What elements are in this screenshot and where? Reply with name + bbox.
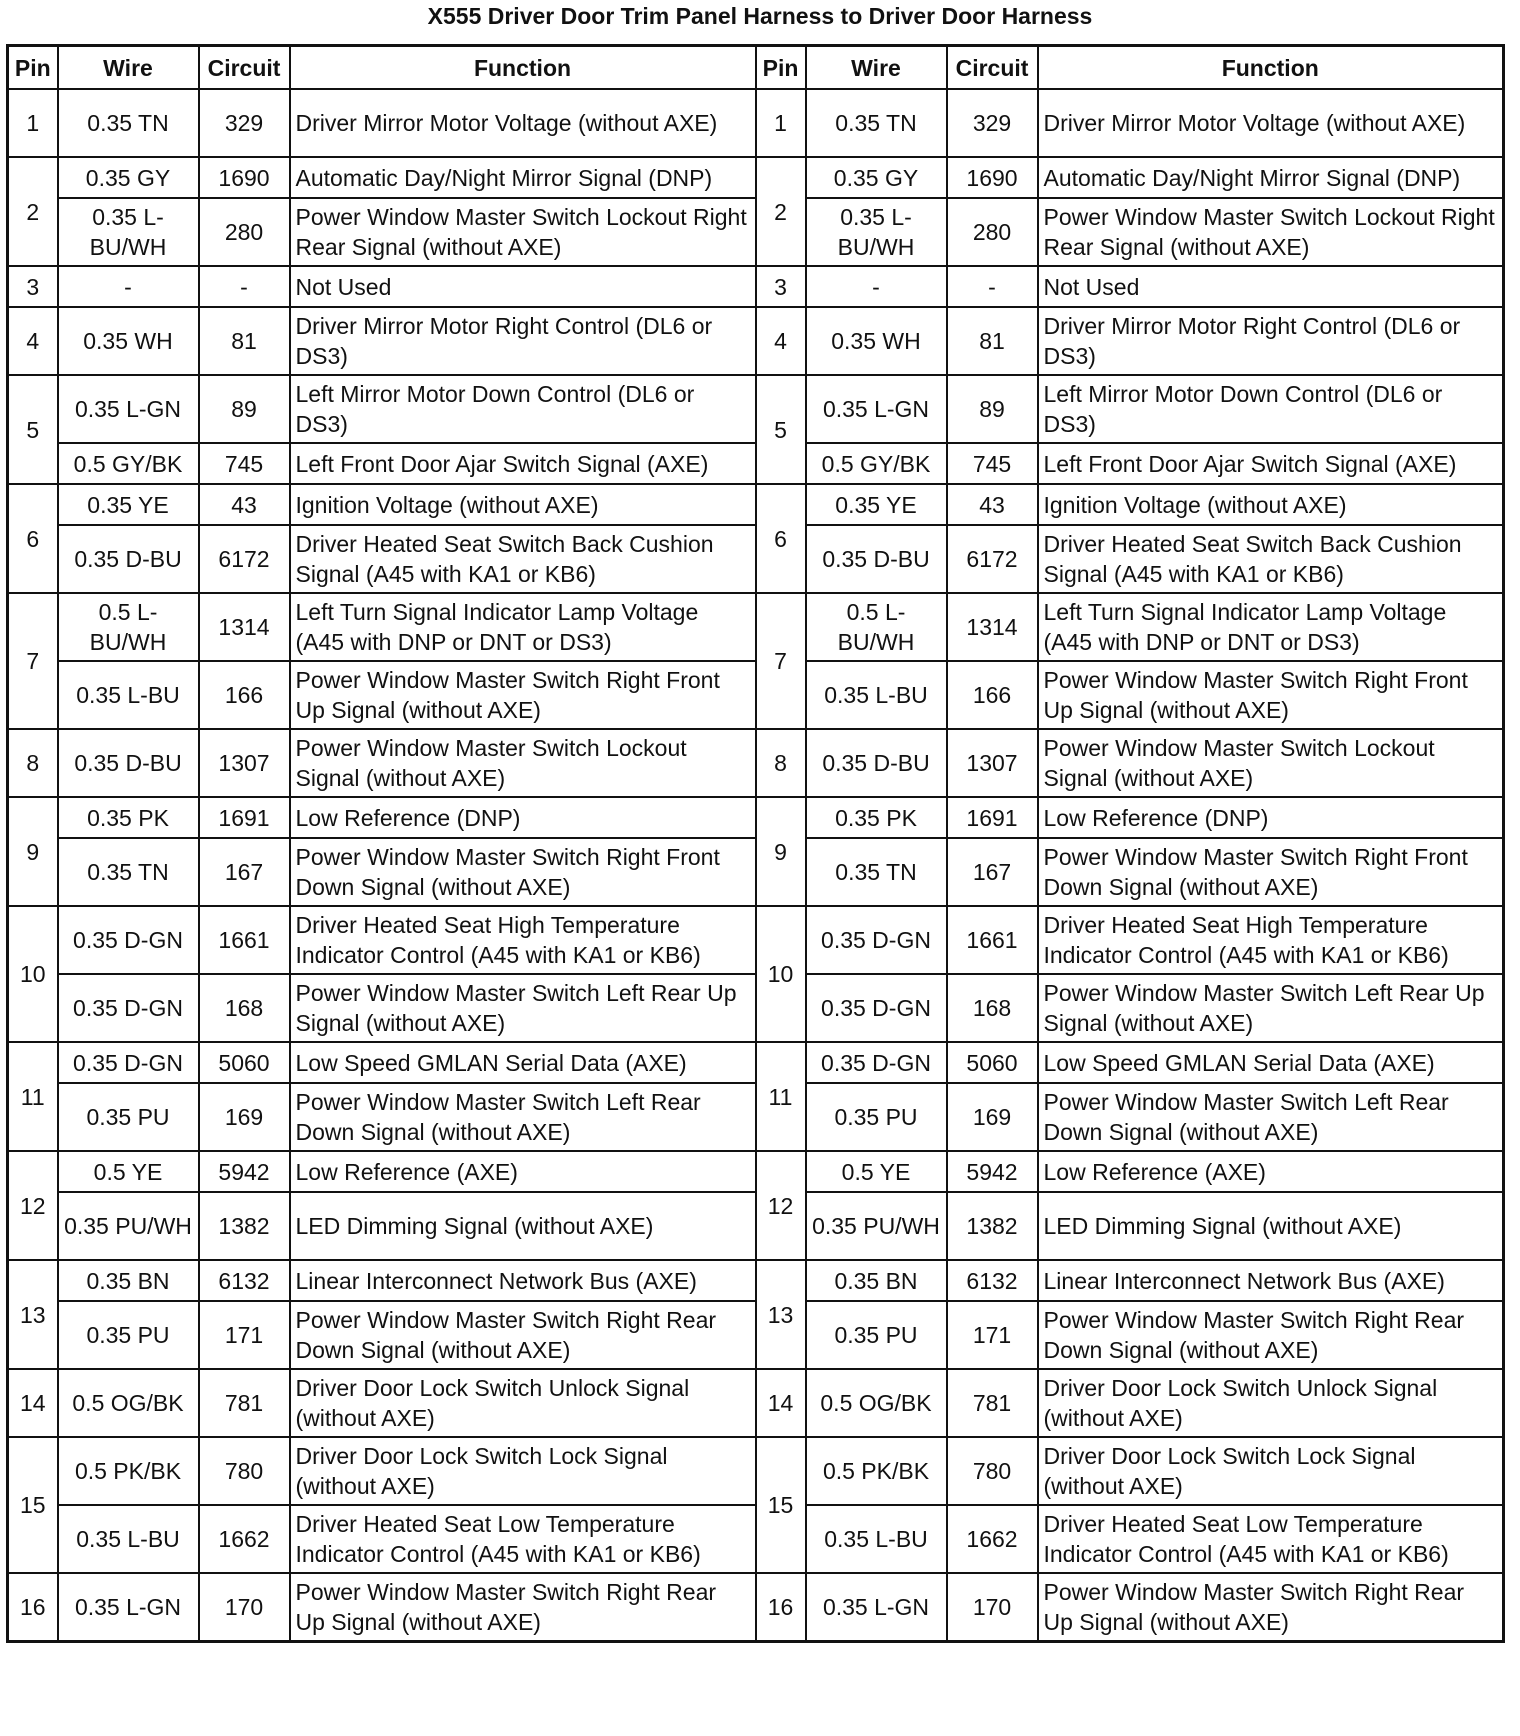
table-row bbox=[8, 375, 1504, 443]
table-title: X555 Driver Door Trim Panel Harness to Driver Door Harness bbox=[427, 3, 1093, 29]
function-cell-left: Left Mirror Motor Down Control (DL6 or DS3) bbox=[290, 375, 756, 443]
function-cell-right: Driver Heated Seat Switch Back Cushion Signal (A45 with KA1 or KB6) bbox=[1038, 525, 1504, 593]
wire-cell-right: 0.5 GY/BK bbox=[806, 443, 947, 484]
function-cell-left: Driver Heated Seat High Temperature Indicator Control (A45 with KA1 or KB6) bbox=[290, 906, 756, 974]
circuit-cell-left: 780 bbox=[199, 1437, 290, 1505]
pin-cell-left: 14 bbox=[8, 1369, 58, 1437]
pin-cell-right: 2 bbox=[756, 157, 806, 266]
pin-cell-left: 6 bbox=[8, 484, 58, 593]
function-cell-right: Power Window Master Switch Right Front Down Signal (without AXE) bbox=[1038, 838, 1504, 906]
wire-cell-right: 0.35 PK bbox=[806, 797, 947, 838]
circuit-cell-left: 1314 bbox=[199, 593, 290, 661]
wire-cell-left: 0.35 WH bbox=[58, 307, 199, 375]
circuit-cell-right: 169 bbox=[947, 1083, 1038, 1151]
circuit-cell-right: 81 bbox=[947, 307, 1038, 375]
circuit-cell-right: 89 bbox=[947, 375, 1038, 443]
pin-cell-left: 7 bbox=[8, 593, 58, 729]
function-cell-left: LED Dimming Signal (without AXE) bbox=[290, 1192, 756, 1260]
function-cell-right: Low Reference (AXE) bbox=[1038, 1151, 1504, 1192]
function-cell-right: Driver Mirror Motor Right Control (DL6 or DS3) bbox=[1038, 307, 1504, 375]
pin-cell-right: 3 bbox=[756, 266, 806, 307]
wire-cell-right: 0.35 L-GN bbox=[806, 375, 947, 443]
function-cell-left: Not Used bbox=[290, 266, 756, 307]
circuit-cell-left: 89 bbox=[199, 375, 290, 443]
circuit-cell-right: 1662 bbox=[947, 1505, 1038, 1573]
table-row bbox=[8, 729, 1504, 797]
table-row bbox=[8, 484, 1504, 525]
wire-cell-left: 0.35 D-GN bbox=[58, 974, 199, 1042]
wire-cell-right: 0.35 PU bbox=[806, 1083, 947, 1151]
circuit-cell-left: 1382 bbox=[199, 1192, 290, 1260]
circuit-cell-right: 745 bbox=[947, 443, 1038, 484]
wire-cell-left: 0.35 TN bbox=[58, 838, 199, 906]
function-cell-left: Left Turn Signal Indicator Lamp Voltage (A45 with DNP or DNT or DS3) bbox=[290, 593, 756, 661]
function-cell-left: Low Reference (DNP) bbox=[290, 797, 756, 838]
wire-cell-right: - bbox=[806, 266, 947, 307]
pin-cell-right: 7 bbox=[756, 593, 806, 729]
circuit-cell-right: 167 bbox=[947, 838, 1038, 906]
pin-cell-left: 10 bbox=[8, 906, 58, 1042]
circuit-cell-left: 170 bbox=[199, 1573, 290, 1642]
pin-cell-right: 16 bbox=[756, 1573, 806, 1642]
table-row bbox=[8, 1369, 1504, 1437]
function-cell-left: Power Window Master Switch Left Rear Up Signal (without AXE) bbox=[290, 974, 756, 1042]
pinout-table bbox=[6, 44, 1505, 1643]
table-body bbox=[8, 89, 1504, 1642]
pin-cell-right: 4 bbox=[756, 307, 806, 375]
pin-cell-left: 16 bbox=[8, 1573, 58, 1642]
circuit-cell-left: 1661 bbox=[199, 906, 290, 974]
function-cell-right: Power Window Master Switch Right Rear Down Signal (without AXE) bbox=[1038, 1301, 1504, 1369]
circuit-cell-left: 6172 bbox=[199, 525, 290, 593]
header-pin-right: Pin bbox=[756, 46, 806, 90]
circuit-cell-left: 169 bbox=[199, 1083, 290, 1151]
function-cell-left: Driver Heated Seat Low Temperature Indicator Control (A45 with KA1 or KB6) bbox=[290, 1505, 756, 1573]
wire-cell-right: 0.35 D-GN bbox=[806, 1042, 947, 1083]
function-cell-right: Driver Door Lock Switch Unlock Signal (without AXE) bbox=[1038, 1369, 1504, 1437]
pin-cell-right: 9 bbox=[756, 797, 806, 906]
function-cell-left: Low Speed GMLAN Serial Data (AXE) bbox=[290, 1042, 756, 1083]
table-row bbox=[8, 266, 1504, 307]
wire-cell-right: 0.35 WH bbox=[806, 307, 947, 375]
function-cell-right: Driver Door Lock Switch Lock Signal (without AXE) bbox=[1038, 1437, 1504, 1505]
wire-cell-left: 0.35 BN bbox=[58, 1260, 199, 1301]
pin-cell-right: 11 bbox=[756, 1042, 806, 1151]
wire-cell-right: 0.35 L-GN bbox=[806, 1573, 947, 1642]
circuit-cell-left: 1307 bbox=[199, 729, 290, 797]
function-cell-right: Power Window Master Switch Left Rear Down Signal (without AXE) bbox=[1038, 1083, 1504, 1151]
pin-cell-left: 2 bbox=[8, 157, 58, 266]
pin-cell-left: 12 bbox=[8, 1151, 58, 1260]
wire-cell-left: 0.5 GY/BK bbox=[58, 443, 199, 484]
wire-cell-left: 0.35 L-BU bbox=[58, 1505, 199, 1573]
header-function-right: Function bbox=[1038, 46, 1504, 90]
function-cell-left: Power Window Master Switch Right Front Down Signal (without AXE) bbox=[290, 838, 756, 906]
pin-cell-right: 6 bbox=[756, 484, 806, 593]
function-cell-right: Driver Heated Seat High Temperature Indicator Control (A45 with KA1 or KB6) bbox=[1038, 906, 1504, 974]
wire-cell-right: 0.35 BN bbox=[806, 1260, 947, 1301]
wire-cell-right: 0.35 L-BU/WH bbox=[806, 198, 947, 266]
circuit-cell-left: 745 bbox=[199, 443, 290, 484]
function-cell-left: Power Window Master Switch Right Rear Down Signal (without AXE) bbox=[290, 1301, 756, 1369]
circuit-cell-right: 329 bbox=[947, 89, 1038, 157]
table-row bbox=[8, 797, 1504, 838]
pin-cell-right: 12 bbox=[756, 1151, 806, 1260]
function-cell-left: Automatic Day/Night Mirror Signal (DNP) bbox=[290, 157, 756, 198]
function-cell-right: Left Front Door Ajar Switch Signal (AXE) bbox=[1038, 443, 1504, 484]
circuit-cell-right: 1307 bbox=[947, 729, 1038, 797]
function-cell-left: Power Window Master Switch Lockout Right Rear Signal (without AXE) bbox=[290, 198, 756, 266]
pin-cell-left: 15 bbox=[8, 1437, 58, 1573]
function-cell-right: Power Window Master Switch Left Rear Up Signal (without AXE) bbox=[1038, 974, 1504, 1042]
wire-cell-right: 0.35 GY bbox=[806, 157, 947, 198]
function-cell-right: Left Mirror Motor Down Control (DL6 or DS3) bbox=[1038, 375, 1504, 443]
circuit-cell-left: 5060 bbox=[199, 1042, 290, 1083]
circuit-cell-right: 5942 bbox=[947, 1151, 1038, 1192]
circuit-cell-right: 166 bbox=[947, 661, 1038, 729]
wire-cell-left: 0.35 D-GN bbox=[58, 1042, 199, 1083]
circuit-cell-right: 5060 bbox=[947, 1042, 1038, 1083]
wire-cell-right: 0.35 YE bbox=[806, 484, 947, 525]
wire-cell-right: 0.35 TN bbox=[806, 838, 947, 906]
wire-cell-left: 0.35 L-GN bbox=[58, 375, 199, 443]
function-cell-left: Driver Heated Seat Switch Back Cushion Signal (A45 with KA1 or KB6) bbox=[290, 525, 756, 593]
function-cell-right: LED Dimming Signal (without AXE) bbox=[1038, 1192, 1504, 1260]
pin-cell-left: 9 bbox=[8, 797, 58, 906]
function-cell-left: Power Window Master Switch Left Rear Down Signal (without AXE) bbox=[290, 1083, 756, 1151]
function-cell-left: Driver Mirror Motor Voltage (without AXE) bbox=[290, 89, 756, 157]
wire-cell-left: 0.35 L-GN bbox=[58, 1573, 199, 1642]
pin-cell-left: 11 bbox=[8, 1042, 58, 1151]
pin-cell-right: 1 bbox=[756, 89, 806, 157]
circuit-cell-left: 5942 bbox=[199, 1151, 290, 1192]
circuit-cell-right: 1382 bbox=[947, 1192, 1038, 1260]
pin-cell-left: 8 bbox=[8, 729, 58, 797]
circuit-cell-left: 166 bbox=[199, 661, 290, 729]
wire-cell-left: 0.35 GY bbox=[58, 157, 199, 198]
circuit-cell-left: 168 bbox=[199, 974, 290, 1042]
circuit-cell-left: 171 bbox=[199, 1301, 290, 1369]
circuit-cell-left: 781 bbox=[199, 1369, 290, 1437]
pin-cell-left: 5 bbox=[8, 375, 58, 484]
table-row bbox=[8, 307, 1504, 375]
header-wire-left: Wire bbox=[58, 46, 199, 90]
pin-cell-left: 3 bbox=[8, 266, 58, 307]
header-pin-left: Pin bbox=[8, 46, 58, 90]
header-function-left: Function bbox=[290, 46, 756, 90]
function-cell-right: Linear Interconnect Network Bus (AXE) bbox=[1038, 1260, 1504, 1301]
function-cell-right: Left Turn Signal Indicator Lamp Voltage (A45 with DNP or DNT or DS3) bbox=[1038, 593, 1504, 661]
wire-cell-right: 0.35 D-GN bbox=[806, 974, 947, 1042]
table-row bbox=[8, 1260, 1504, 1301]
wire-cell-left: 0.35 PU bbox=[58, 1083, 199, 1151]
circuit-cell-left: 81 bbox=[199, 307, 290, 375]
function-cell-left: Driver Door Lock Switch Unlock Signal (without AXE) bbox=[290, 1369, 756, 1437]
table-row bbox=[8, 89, 1504, 157]
circuit-cell-left: 329 bbox=[199, 89, 290, 157]
wire-cell-right: 0.5 L-BU/WH bbox=[806, 593, 947, 661]
wire-cell-right: 0.35 PU bbox=[806, 1301, 947, 1369]
function-cell-right: Power Window Master Switch Right Rear Up Signal (without AXE) bbox=[1038, 1573, 1504, 1642]
wire-cell-left: 0.35 D-BU bbox=[58, 729, 199, 797]
circuit-cell-right: 168 bbox=[947, 974, 1038, 1042]
circuit-cell-right: 6172 bbox=[947, 525, 1038, 593]
table-row bbox=[8, 1573, 1504, 1642]
wire-cell-right: 0.35 L-BU bbox=[806, 661, 947, 729]
wire-cell-right: 0.35 TN bbox=[806, 89, 947, 157]
pin-cell-left: 13 bbox=[8, 1260, 58, 1369]
pin-cell-left: 1 bbox=[8, 89, 58, 157]
table-row bbox=[8, 593, 1504, 661]
wire-cell-right: 0.35 PU/WH bbox=[806, 1192, 947, 1260]
wire-cell-right: 0.35 D-BU bbox=[806, 729, 947, 797]
pin-cell-right: 8 bbox=[756, 729, 806, 797]
circuit-cell-left: 167 bbox=[199, 838, 290, 906]
table-row bbox=[8, 1151, 1504, 1192]
function-cell-left: Left Front Door Ajar Switch Signal (AXE) bbox=[290, 443, 756, 484]
function-cell-right: Power Window Master Switch Lockout Signal (without AXE) bbox=[1038, 729, 1504, 797]
wire-cell-left: 0.5 YE bbox=[58, 1151, 199, 1192]
table-row bbox=[8, 157, 1504, 198]
wire-cell-left: 0.5 PK/BK bbox=[58, 1437, 199, 1505]
pin-cell-right: 14 bbox=[756, 1369, 806, 1437]
circuit-cell-right: 43 bbox=[947, 484, 1038, 525]
circuit-cell-right: 6132 bbox=[947, 1260, 1038, 1301]
circuit-cell-right: 170 bbox=[947, 1573, 1038, 1642]
wire-cell-left: 0.35 PU bbox=[58, 1301, 199, 1369]
wire-cell-left: 0.5 L-BU/WH bbox=[58, 593, 199, 661]
header-wire-right: Wire bbox=[806, 46, 947, 90]
wire-cell-left: 0.35 PK bbox=[58, 797, 199, 838]
wire-cell-right: 0.5 OG/BK bbox=[806, 1369, 947, 1437]
function-cell-right: Power Window Master Switch Right Front Up Signal (without AXE) bbox=[1038, 661, 1504, 729]
function-cell-right: Power Window Master Switch Lockout Right Rear Signal (without AXE) bbox=[1038, 198, 1504, 266]
function-cell-left: Ignition Voltage (without AXE) bbox=[290, 484, 756, 525]
table-row bbox=[8, 1437, 1504, 1505]
header-circuit-left: Circuit bbox=[199, 46, 290, 90]
pin-cell-right: 13 bbox=[756, 1260, 806, 1369]
circuit-cell-right: 1314 bbox=[947, 593, 1038, 661]
pin-cell-right: 5 bbox=[756, 375, 806, 484]
circuit-cell-left: 6132 bbox=[199, 1260, 290, 1301]
circuit-cell-right: 171 bbox=[947, 1301, 1038, 1369]
circuit-cell-right: 280 bbox=[947, 198, 1038, 266]
wire-cell-right: 0.5 YE bbox=[806, 1151, 947, 1192]
header-row bbox=[8, 46, 1504, 90]
header-circuit-right: Circuit bbox=[947, 46, 1038, 90]
wire-cell-right: 0.35 D-GN bbox=[806, 906, 947, 974]
pin-cell-right: 10 bbox=[756, 906, 806, 1042]
function-cell-right: Not Used bbox=[1038, 266, 1504, 307]
table-row bbox=[8, 1042, 1504, 1083]
circuit-cell-left: 1690 bbox=[199, 157, 290, 198]
circuit-cell-left: 43 bbox=[199, 484, 290, 525]
wire-cell-right: 0.35 D-BU bbox=[806, 525, 947, 593]
circuit-cell-right: - bbox=[947, 266, 1038, 307]
wire-cell-left: 0.35 D-BU bbox=[58, 525, 199, 593]
function-cell-left: Power Window Master Switch Lockout Signal (without AXE) bbox=[290, 729, 756, 797]
function-cell-right: Driver Heated Seat Low Temperature Indicator Control (A45 with KA1 or KB6) bbox=[1038, 1505, 1504, 1573]
function-cell-right: Driver Mirror Motor Voltage (without AXE) bbox=[1038, 89, 1504, 157]
function-cell-left: Low Reference (AXE) bbox=[290, 1151, 756, 1192]
circuit-cell-left: 1662 bbox=[199, 1505, 290, 1573]
circuit-cell-right: 780 bbox=[947, 1437, 1038, 1505]
wire-cell-left: 0.35 YE bbox=[58, 484, 199, 525]
pin-cell-left: 4 bbox=[8, 307, 58, 375]
function-cell-right: Low Reference (DNP) bbox=[1038, 797, 1504, 838]
circuit-cell-right: 1661 bbox=[947, 906, 1038, 974]
circuit-cell-left: - bbox=[199, 266, 290, 307]
function-cell-left: Power Window Master Switch Right Front Up Signal (without AXE) bbox=[290, 661, 756, 729]
function-cell-left: Driver Door Lock Switch Lock Signal (without AXE) bbox=[290, 1437, 756, 1505]
circuit-cell-right: 781 bbox=[947, 1369, 1038, 1437]
circuit-cell-left: 280 bbox=[199, 198, 290, 266]
function-cell-right: Automatic Day/Night Mirror Signal (DNP) bbox=[1038, 157, 1504, 198]
wire-cell-right: 0.35 L-BU bbox=[806, 1505, 947, 1573]
function-cell-left: Driver Mirror Motor Right Control (DL6 or DS3) bbox=[290, 307, 756, 375]
table-row bbox=[8, 906, 1504, 974]
circuit-cell-right: 1690 bbox=[947, 157, 1038, 198]
wire-cell-left: 0.35 TN bbox=[58, 89, 199, 157]
wire-cell-left: 0.35 L-BU/WH bbox=[58, 198, 199, 266]
function-cell-left: Linear Interconnect Network Bus (AXE) bbox=[290, 1260, 756, 1301]
wire-cell-left: 0.35 L-BU bbox=[58, 661, 199, 729]
function-cell-left: Power Window Master Switch Right Rear Up Signal (without AXE) bbox=[290, 1573, 756, 1642]
wire-cell-left: 0.35 PU/WH bbox=[58, 1192, 199, 1260]
wire-cell-right: 0.5 PK/BK bbox=[806, 1437, 947, 1505]
wire-cell-left: 0.35 D-GN bbox=[58, 906, 199, 974]
pin-cell-right: 15 bbox=[756, 1437, 806, 1573]
wire-cell-left: 0.5 OG/BK bbox=[58, 1369, 199, 1437]
wire-cell-left: - bbox=[58, 266, 199, 307]
circuit-cell-left: 1691 bbox=[199, 797, 290, 838]
function-cell-right: Ignition Voltage (without AXE) bbox=[1038, 484, 1504, 525]
function-cell-right: Low Speed GMLAN Serial Data (AXE) bbox=[1038, 1042, 1504, 1083]
circuit-cell-right: 1691 bbox=[947, 797, 1038, 838]
